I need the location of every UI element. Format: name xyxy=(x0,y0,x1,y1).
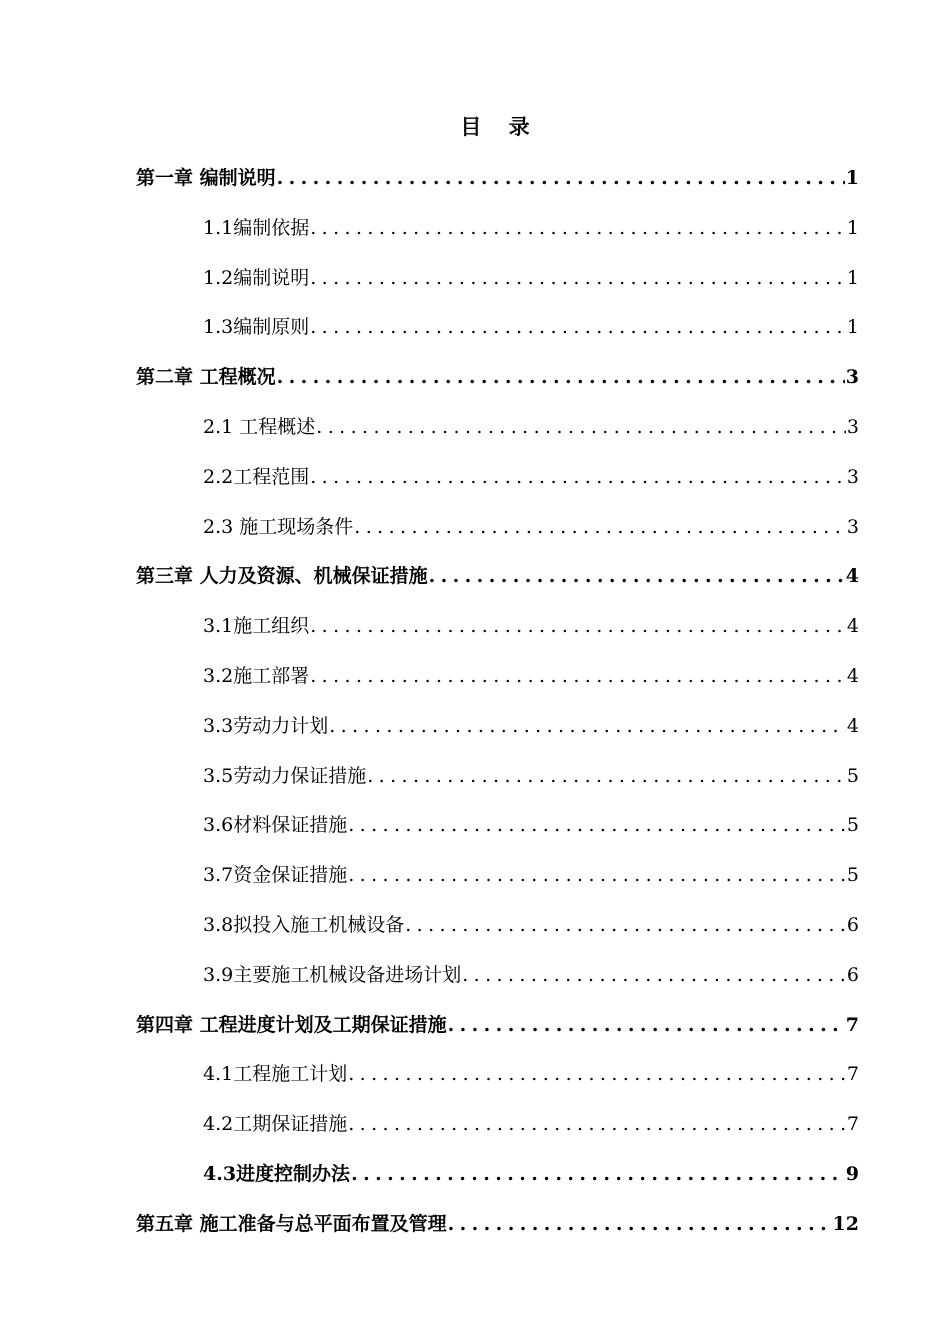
toc-entry-label: 3.5劳动力保证措施 xyxy=(203,764,367,787)
dot-leader xyxy=(310,310,846,344)
dot-leader xyxy=(462,958,846,992)
toc-list xyxy=(0,161,950,1257)
dot-leader xyxy=(310,261,846,295)
toc-entry-label: 1.1编制依据 xyxy=(203,216,310,239)
toc-entry-page: 3 xyxy=(845,366,859,389)
toc-entry-label: 3.3劳动力计划 xyxy=(203,714,329,737)
dot-leader xyxy=(348,1057,846,1091)
toc-entry-page: 12 xyxy=(832,1212,859,1235)
dot-leader xyxy=(429,559,845,593)
toc-entry-chapter[interactable] xyxy=(0,1008,950,1058)
toc-entry-page: 1 xyxy=(845,167,859,189)
dot-leader xyxy=(310,460,846,494)
dot-leader xyxy=(310,211,846,245)
dot-leader xyxy=(354,510,846,544)
toc-entry-label: 3.1施工组织 xyxy=(203,615,310,638)
dot-leader xyxy=(448,1008,845,1042)
toc-entry-section[interactable] xyxy=(0,709,950,759)
toc-entry-section[interactable] xyxy=(0,808,950,858)
toc-entry-page: 1 xyxy=(846,266,859,289)
dot-leader xyxy=(310,659,846,693)
toc-entry-page: 5 xyxy=(846,864,859,887)
dot-leader xyxy=(277,161,845,195)
toc-entry-section[interactable] xyxy=(0,659,950,709)
toc-entry-chapter[interactable] xyxy=(0,1207,950,1257)
toc-entry-chapter[interactable] xyxy=(0,161,950,211)
dot-leader xyxy=(367,759,846,793)
toc-entry-chapter[interactable] xyxy=(0,559,950,609)
toc-entry-page: 3 xyxy=(846,415,859,438)
dot-leader xyxy=(405,908,846,942)
toc-entry-label: 第二章 工程概况 xyxy=(136,366,276,389)
toc-entry-page: 4 xyxy=(846,664,859,687)
toc-entry-section[interactable] xyxy=(0,1057,950,1107)
toc-entry-page: 6 xyxy=(846,963,859,986)
toc-entry-section[interactable] xyxy=(0,510,950,560)
toc-entry-page: 7 xyxy=(845,1013,859,1036)
toc-entry-label: 3.9主要施工机械设备进场计划 xyxy=(203,963,462,986)
toc-entry-section[interactable] xyxy=(0,211,950,261)
toc-entry-label: 第五章 施工准备与总平面布置及管理 xyxy=(136,1212,447,1235)
toc-entry-page: 9 xyxy=(845,1162,859,1185)
dot-leader xyxy=(277,360,845,394)
dot-leader xyxy=(316,410,846,444)
dot-leader xyxy=(348,858,846,892)
dot-leader xyxy=(348,1107,846,1141)
toc-entry-label: 第三章 人力及资源、机械保证措施 xyxy=(136,565,428,588)
toc-entry-label: 2.1 工程概述 xyxy=(203,415,316,438)
toc-entry-section[interactable] xyxy=(0,759,950,809)
toc-entry-page: 7 xyxy=(846,1063,859,1086)
dot-leader xyxy=(310,609,846,643)
toc-entry-section[interactable] xyxy=(0,908,950,958)
toc-entry-page: 6 xyxy=(846,913,859,936)
toc-entry-section[interactable] xyxy=(0,858,950,908)
toc-entry-label: 第四章 工程进度计划及工期保证措施 xyxy=(136,1013,447,1036)
toc-entry-page: 5 xyxy=(846,814,859,837)
toc-entry-section[interactable] xyxy=(0,261,950,311)
toc-entry-label: 3.6材料保证措施 xyxy=(203,814,348,837)
toc-entry-page: 7 xyxy=(846,1113,859,1136)
toc-entry-label: 4.1工程施工计划 xyxy=(203,1063,348,1086)
toc-entry-label: 4.2工期保证措施 xyxy=(203,1113,348,1136)
toc-entry-section[interactable] xyxy=(0,460,950,510)
toc-entry-label: 3.2施工部署 xyxy=(203,664,310,687)
toc-entry-page: 1 xyxy=(846,216,859,239)
toc-entry-section[interactable] xyxy=(0,1157,950,1207)
toc-title: 目 录 xyxy=(460,114,540,139)
toc-entry-section[interactable] xyxy=(0,1107,950,1157)
toc-entry-page: 4 xyxy=(845,565,859,588)
toc-entry-section[interactable] xyxy=(0,310,950,360)
toc-entry-label: 2.2工程范围 xyxy=(203,465,310,488)
toc-entry-page: 1 xyxy=(846,316,859,339)
toc-entry-page: 4 xyxy=(846,714,859,737)
toc-entry-section[interactable] xyxy=(0,958,950,1008)
toc-entry-chapter[interactable] xyxy=(0,360,950,410)
dot-leader xyxy=(351,1157,845,1191)
toc-entry-section[interactable] xyxy=(0,410,950,460)
dot-leader xyxy=(448,1207,832,1241)
toc-entry-page: 4 xyxy=(846,615,859,638)
toc-entry-label: 3.8拟投入施工机械设备 xyxy=(203,913,405,936)
dot-leader xyxy=(348,808,846,842)
toc-entry-section[interactable] xyxy=(0,609,950,659)
dot-leader xyxy=(329,709,846,743)
toc-entry-label: 3.7资金保证措施 xyxy=(203,864,348,887)
toc-entry-label: 1.2编制说明 xyxy=(203,266,310,289)
toc-entry-label: 1.3编制原则 xyxy=(203,316,310,339)
toc-entry-label: 2.3 施工现场条件 xyxy=(203,515,354,538)
toc-entry-page: 3 xyxy=(846,515,859,538)
toc-entry-label: 4.3进度控制办法 xyxy=(203,1162,351,1185)
toc-entry-page: 3 xyxy=(846,465,859,488)
toc-entry-page: 5 xyxy=(846,764,859,787)
toc-entry-label: 第一章 编制说明 xyxy=(136,167,276,189)
